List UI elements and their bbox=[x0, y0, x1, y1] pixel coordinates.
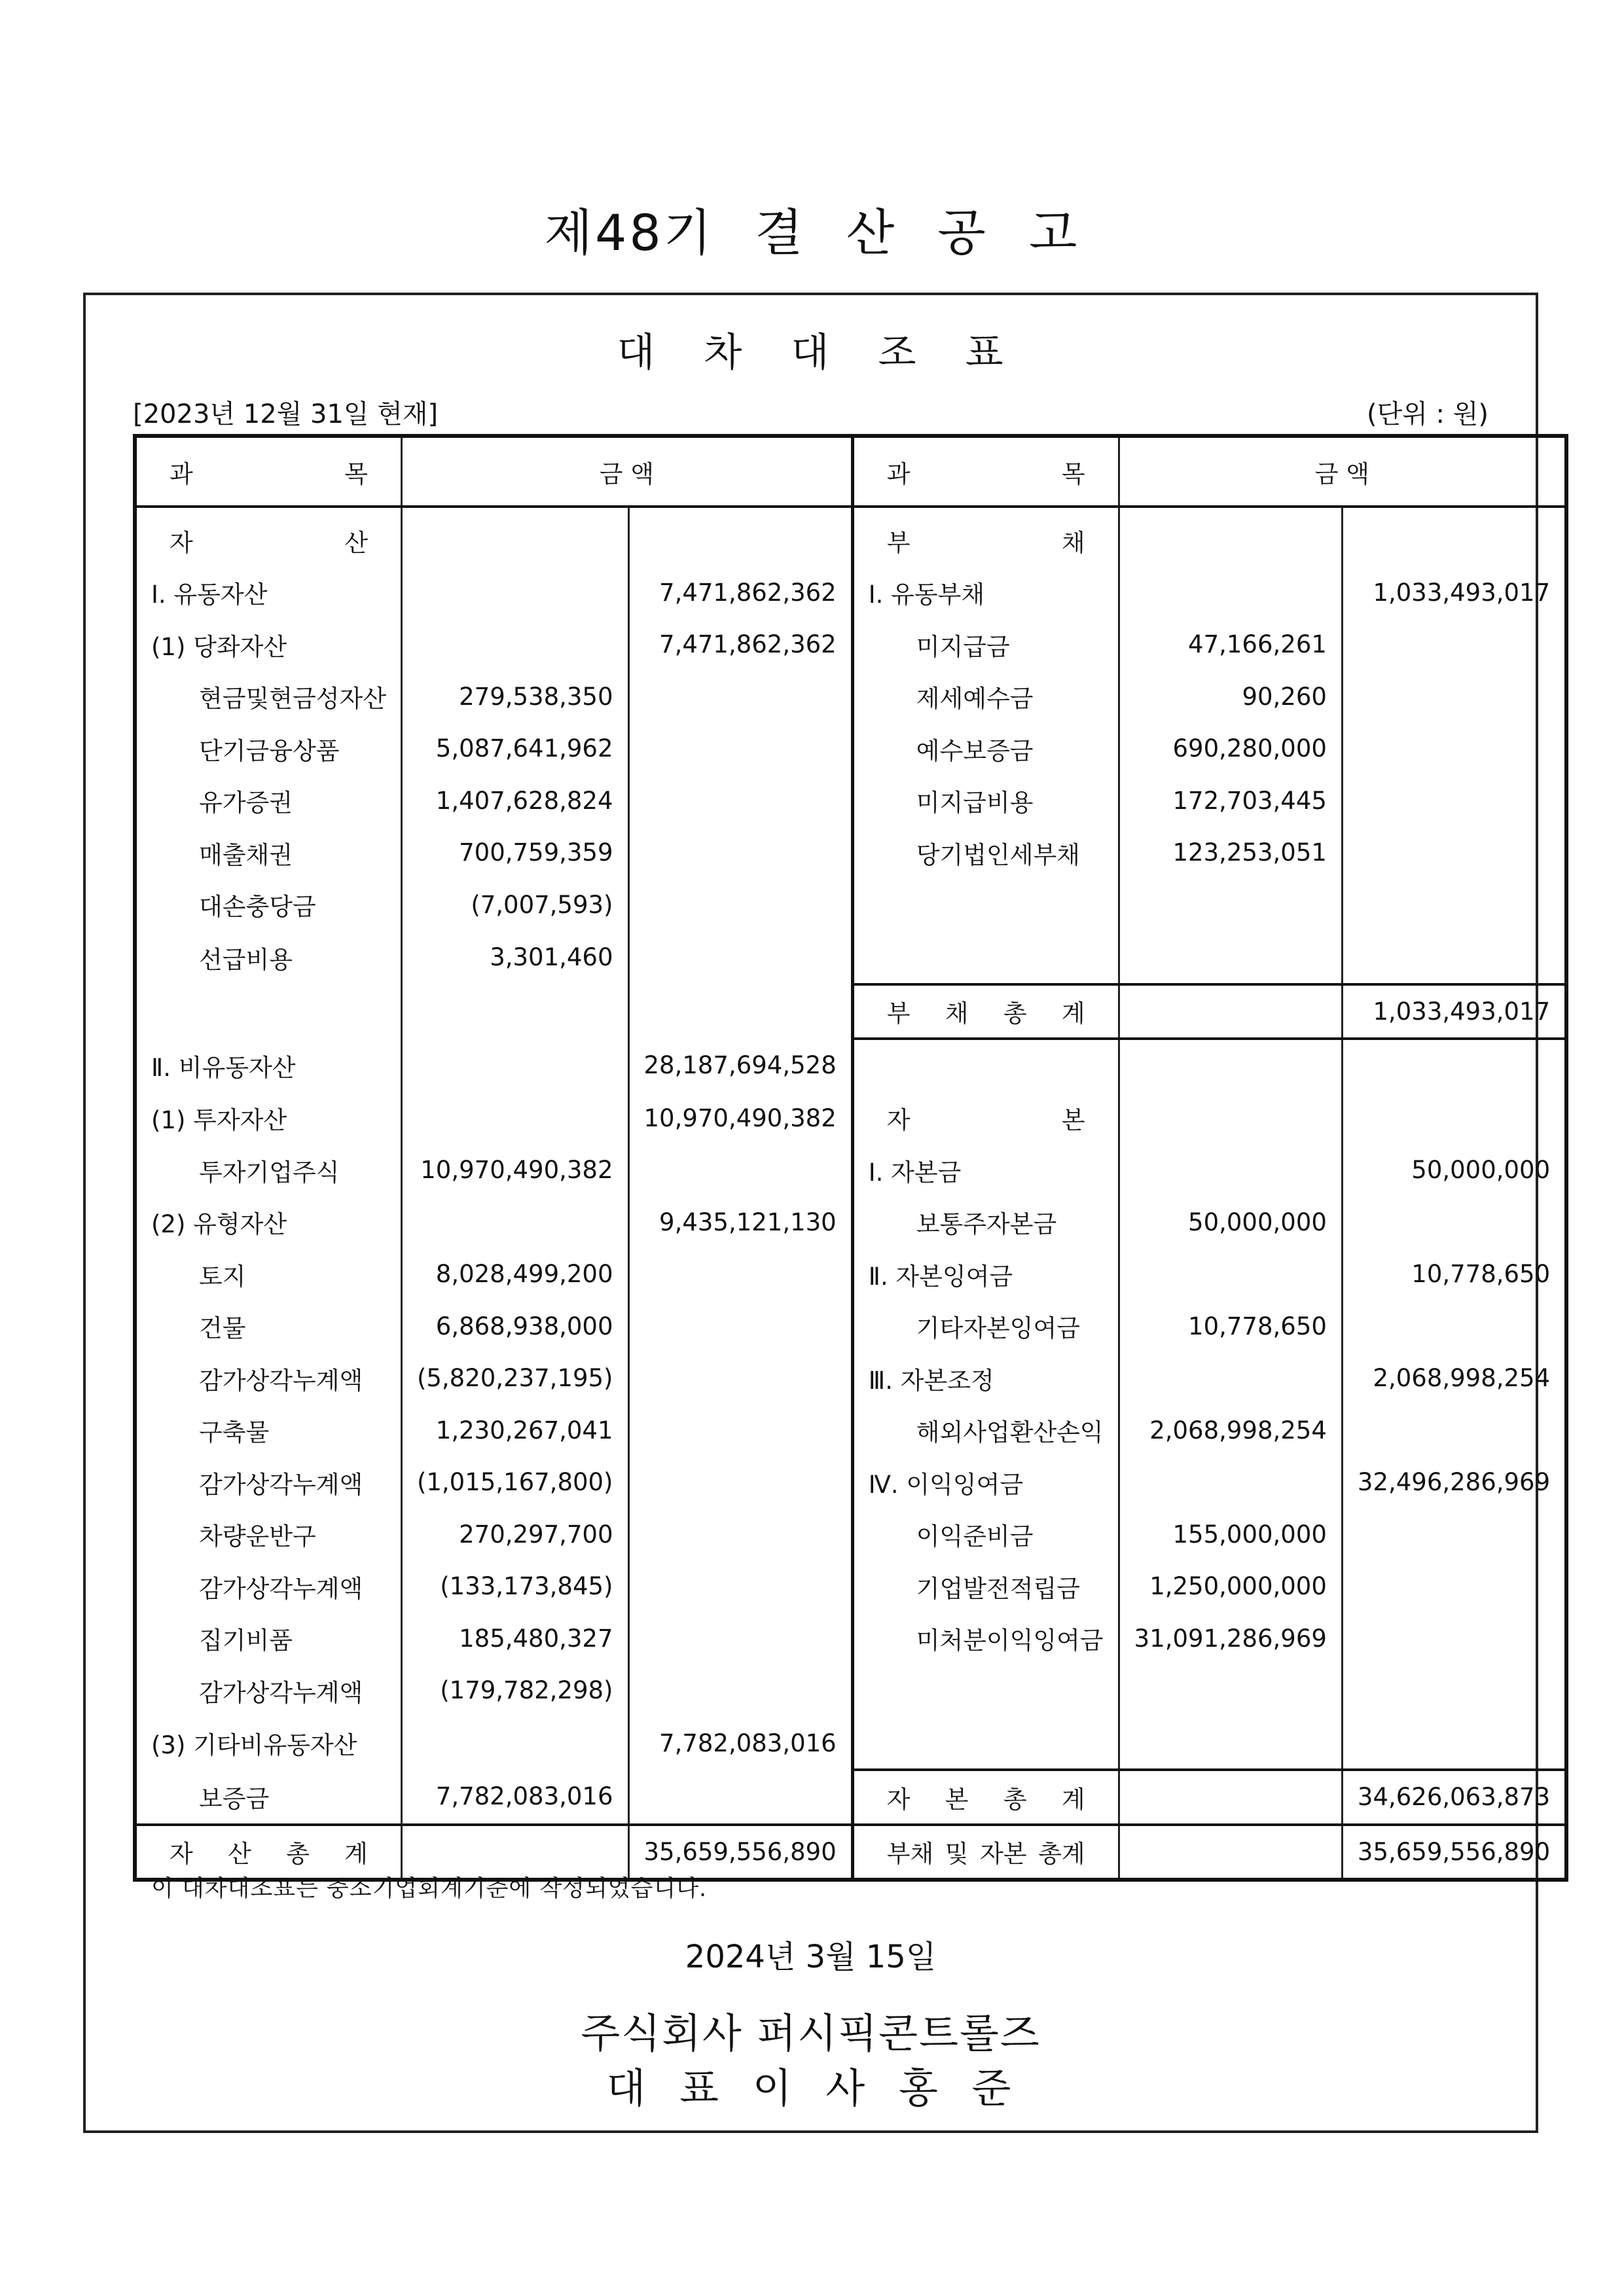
left-detail-amount bbox=[401, 567, 628, 619]
right-detail-amount bbox=[1119, 567, 1342, 619]
left-subtotal-amount bbox=[628, 723, 852, 775]
left-subtotal-amount bbox=[628, 775, 852, 827]
right-item: 기업발전적립금 bbox=[852, 1560, 1119, 1613]
left-subtotal-amount: 28,187,694,528 bbox=[628, 1039, 852, 1092]
left-item: 매출채권 bbox=[135, 827, 401, 879]
left-item: 토지 bbox=[135, 1248, 401, 1300]
table-row bbox=[135, 1770, 1566, 1825]
left-detail-amount bbox=[401, 514, 628, 567]
left-subtotal-amount bbox=[628, 671, 852, 723]
right-subtotal-amount bbox=[1342, 1405, 1566, 1457]
left-item: (2) 유형자산 bbox=[135, 1196, 401, 1249]
right-detail-amount: 31,091,286,969 bbox=[1119, 1613, 1342, 1665]
left-subtotal-amount: 7,471,862,362 bbox=[628, 567, 852, 619]
left-detail-amount: 3,301,460 bbox=[401, 931, 628, 984]
left-subtotal-amount bbox=[628, 1352, 852, 1405]
right-item: 해외사업환산손익 bbox=[852, 1405, 1119, 1457]
left-item: 유가증권 bbox=[135, 775, 401, 827]
left-subtotal-amount bbox=[628, 1300, 852, 1353]
left-detail-amount bbox=[401, 1092, 628, 1145]
left-subtotal-amount bbox=[628, 1560, 852, 1613]
right-detail-amount bbox=[1119, 1248, 1342, 1300]
right-item: 자 본 총 계 bbox=[852, 1770, 1119, 1825]
right-item: 부 채 총 계 bbox=[852, 984, 1119, 1039]
table-row bbox=[135, 671, 1566, 723]
right-item: Ⅰ. 유동부채 bbox=[852, 567, 1119, 619]
right-item bbox=[852, 1039, 1119, 1092]
right-subtotal-amount: 1,033,493,017 bbox=[1342, 984, 1566, 1039]
left-item bbox=[135, 984, 401, 1039]
left-detail-amount: 1,407,628,824 bbox=[401, 775, 628, 827]
right-subtotal-amount bbox=[1342, 1196, 1566, 1249]
header-item-left: 과 목 bbox=[135, 436, 401, 507]
left-item: (3) 기타비유동자산 bbox=[135, 1717, 401, 1770]
left-item: 투자기업주식 bbox=[135, 1144, 401, 1196]
right-item: 당기법인세부채 bbox=[852, 827, 1119, 879]
right-subtotal-amount bbox=[1342, 1664, 1566, 1717]
table-row bbox=[135, 1144, 1566, 1196]
right-subtotal-amount bbox=[1342, 1560, 1566, 1613]
right-subtotal-amount bbox=[1342, 879, 1566, 931]
table-row bbox=[135, 931, 1566, 984]
left-subtotal-amount bbox=[628, 1144, 852, 1196]
left-subtotal-amount: 7,782,083,016 bbox=[628, 1717, 852, 1770]
left-detail-amount: 1,230,267,041 bbox=[401, 1405, 628, 1457]
left-detail-amount bbox=[401, 1196, 628, 1249]
total-liabilities-equity-label: 부채 및 자본 총계 bbox=[852, 1825, 1119, 1880]
table-row bbox=[135, 827, 1566, 879]
right-subtotal-amount: 1,033,493,017 bbox=[1373, 578, 1551, 607]
left-item: 선급비용 bbox=[135, 931, 401, 984]
right-item bbox=[852, 1717, 1119, 1770]
total-liabilities-equity-amount: 35,659,556,890 bbox=[1342, 1825, 1566, 1880]
left-item: 감가상각누계액 bbox=[135, 1352, 401, 1405]
left-item: 자 산 bbox=[135, 514, 401, 567]
right-detail-amount: 690,280,000 bbox=[1119, 723, 1342, 775]
right-item: 자 본 bbox=[852, 1092, 1119, 1145]
table-row bbox=[135, 879, 1566, 931]
right-subtotal-amount bbox=[1342, 775, 1566, 827]
right-subtotal-amount bbox=[1342, 514, 1566, 567]
right-subtotal-amount: 32,496,286,969 bbox=[1357, 1468, 1551, 1497]
right-subtotal-amount bbox=[1342, 827, 1566, 879]
balance-sheet-table bbox=[133, 434, 1568, 1882]
left-item: 대손충당금 bbox=[135, 879, 401, 931]
right-detail-amount bbox=[1119, 1092, 1342, 1145]
left-detail-amount: (7,007,593) bbox=[401, 879, 628, 931]
right-subtotal-amount bbox=[1342, 671, 1566, 723]
table-row bbox=[135, 1300, 1566, 1353]
left-item: 단기금융상품 bbox=[135, 723, 401, 775]
right-item: 기타자본잉여금 bbox=[852, 1300, 1119, 1353]
left-item: 현금및현금성자산 bbox=[135, 671, 401, 723]
table-row bbox=[135, 1248, 1566, 1300]
right-item: 보통주자본금 bbox=[852, 1196, 1119, 1249]
table-row bbox=[135, 1039, 1566, 1092]
right-item: 제세예수금 bbox=[852, 671, 1119, 723]
left-detail-amount: 700,759,359 bbox=[401, 827, 628, 879]
left-subtotal-amount bbox=[628, 514, 852, 567]
total-liabilities-equity-empty bbox=[1119, 1825, 1342, 1880]
table-row bbox=[135, 775, 1566, 827]
right-detail-amount bbox=[1119, 1770, 1342, 1825]
right-detail-amount: 47,166,261 bbox=[1119, 619, 1342, 671]
right-detail-amount: 50,000,000 bbox=[1119, 1196, 1342, 1249]
left-item: 구축물 bbox=[135, 1405, 401, 1457]
left-detail-amount: (179,782,298) bbox=[401, 1664, 628, 1717]
left-item: Ⅰ. 유동자산 bbox=[135, 567, 401, 619]
left-detail-amount: 185,480,327 bbox=[401, 1613, 628, 1665]
left-item: 차량운반구 bbox=[135, 1509, 401, 1561]
right-subtotal-amount bbox=[1342, 619, 1566, 671]
right-detail-amount: 1,250,000,000 bbox=[1119, 1560, 1342, 1613]
left-subtotal-amount bbox=[628, 1509, 852, 1561]
left-subtotal-amount: 9,435,121,130 bbox=[628, 1196, 852, 1249]
left-item: Ⅱ. 비유동자산 bbox=[135, 1039, 401, 1092]
announcement-title: 제48기 결 산 공 고 bbox=[544, 204, 1080, 262]
left-item: (1) 당좌자산 bbox=[135, 619, 401, 671]
left-detail-amount: 6,868,938,000 bbox=[401, 1300, 628, 1353]
right-subtotal-amount bbox=[1342, 1717, 1566, 1770]
total-assets-amount: 35,659,556,890 bbox=[628, 1825, 852, 1880]
left-subtotal-amount bbox=[628, 879, 852, 931]
table-header-row bbox=[135, 436, 1566, 507]
right-detail-amount bbox=[1119, 1456, 1342, 1509]
table-row bbox=[135, 514, 1566, 567]
accounting-note: 이 대차대조표는 중소기업회계기준에 작성되었습니다. bbox=[151, 1876, 708, 1902]
table-row bbox=[135, 723, 1566, 775]
right-detail-amount bbox=[1119, 879, 1342, 931]
left-subtotal-amount bbox=[628, 1456, 852, 1509]
right-detail-amount bbox=[1119, 984, 1342, 1039]
right-detail-amount: 155,000,000 bbox=[1119, 1509, 1342, 1561]
left-subtotal-amount bbox=[628, 1664, 852, 1717]
table-row bbox=[135, 567, 1566, 619]
header-spacer bbox=[135, 507, 1566, 514]
right-item bbox=[852, 1664, 1119, 1717]
right-subtotal-amount bbox=[1342, 1092, 1566, 1145]
left-item: 감가상각누계액 bbox=[135, 1664, 401, 1717]
table-row bbox=[135, 984, 1566, 1039]
right-item: 미처분이익잉여금 bbox=[852, 1613, 1119, 1665]
table-row bbox=[135, 1196, 1566, 1249]
publish-date: 2024년 3월 15일 bbox=[685, 1939, 937, 1975]
left-detail-amount bbox=[401, 1717, 628, 1770]
right-item: 미지급비용 bbox=[852, 775, 1119, 827]
right-detail-amount bbox=[1119, 1039, 1342, 1092]
left-detail-amount: 7,782,083,016 bbox=[401, 1770, 628, 1825]
as-of-date: [2023년 12월 31일 현재] bbox=[133, 399, 439, 429]
right-detail-amount: 2,068,998,254 bbox=[1119, 1405, 1342, 1457]
left-subtotal-amount bbox=[628, 1770, 852, 1825]
right-subtotal-amount bbox=[1342, 1613, 1566, 1665]
right-subtotal-amount bbox=[1342, 1300, 1566, 1353]
right-detail-amount bbox=[1119, 1352, 1342, 1405]
unit-label: (단위 : 원) bbox=[1366, 399, 1489, 429]
table-row bbox=[135, 1560, 1566, 1613]
header-item-right: 과 목 bbox=[852, 436, 1119, 507]
ceo-name: 대 표 이 사 홍 준 bbox=[606, 2064, 1015, 2112]
right-subtotal-amount bbox=[1342, 1509, 1566, 1561]
table-row bbox=[135, 1456, 1566, 1509]
right-subtotal-amount: 2,068,998,254 bbox=[1373, 1364, 1551, 1393]
right-item: Ⅲ. 자본조정 bbox=[852, 1352, 1119, 1405]
left-detail-amount bbox=[401, 1039, 628, 1092]
left-detail-amount bbox=[401, 984, 628, 1039]
left-item: 감가상각누계액 bbox=[135, 1560, 401, 1613]
right-item: Ⅰ. 자본금 bbox=[852, 1144, 1119, 1196]
table-row bbox=[135, 1509, 1566, 1561]
right-item: Ⅳ. 이익잉여금 bbox=[852, 1456, 1119, 1509]
right-detail-amount bbox=[1119, 1144, 1342, 1196]
left-subtotal-amount bbox=[628, 984, 852, 1039]
right-item: 부 채 bbox=[852, 514, 1119, 567]
right-subtotal-amount bbox=[1342, 1039, 1566, 1092]
table-row bbox=[135, 619, 1566, 671]
right-detail-amount bbox=[1119, 1664, 1342, 1717]
company-name: 주식회사 퍼시픽콘트롤즈 bbox=[581, 2009, 1041, 2057]
left-subtotal-amount bbox=[628, 827, 852, 879]
left-detail-amount: 5,087,641,962 bbox=[401, 723, 628, 775]
right-subtotal-amount: 50,000,000 bbox=[1411, 1156, 1551, 1185]
table-row bbox=[135, 1613, 1566, 1665]
left-detail-amount: 270,297,700 bbox=[401, 1509, 628, 1561]
table-row bbox=[135, 1092, 1566, 1145]
right-detail-amount: 123,253,051 bbox=[1119, 827, 1342, 879]
left-subtotal-amount: 10,970,490,382 bbox=[628, 1092, 852, 1145]
document-subtitle: 대 차 대 조 표 bbox=[617, 330, 1005, 376]
table-row bbox=[135, 1405, 1566, 1457]
right-subtotal-amount: 34,626,063,873 bbox=[1342, 1770, 1566, 1825]
left-detail-amount: 8,028,499,200 bbox=[401, 1248, 628, 1300]
left-detail-amount: (133,173,845) bbox=[401, 1560, 628, 1613]
left-item: 보증금 bbox=[135, 1770, 401, 1825]
right-detail-amount bbox=[1119, 1717, 1342, 1770]
table-row bbox=[135, 1717, 1566, 1770]
left-detail-amount: (5,820,237,195) bbox=[401, 1352, 628, 1405]
right-item: Ⅱ. 자본잉여금 bbox=[852, 1248, 1119, 1300]
right-detail-amount: 10,778,650 bbox=[1119, 1300, 1342, 1353]
balance-sheet-frame bbox=[83, 293, 1551, 2133]
right-item bbox=[852, 931, 1119, 984]
table-row bbox=[135, 1664, 1566, 1717]
right-detail-amount bbox=[1119, 931, 1342, 984]
left-item: 건물 bbox=[135, 1300, 401, 1353]
right-detail-amount: 172,703,445 bbox=[1119, 775, 1342, 827]
right-detail-amount bbox=[1119, 514, 1342, 567]
right-item: 미지급금 bbox=[852, 619, 1119, 671]
right-detail-amount: 90,260 bbox=[1119, 671, 1342, 723]
left-subtotal-amount: 7,471,862,362 bbox=[628, 619, 852, 671]
left-subtotal-amount bbox=[628, 1613, 852, 1665]
right-item: 예수보증금 bbox=[852, 723, 1119, 775]
left-subtotal-amount bbox=[628, 1248, 852, 1300]
left-detail-amount: (1,015,167,800) bbox=[401, 1456, 628, 1509]
right-subtotal-amount bbox=[1342, 723, 1566, 775]
header-amount-left: 금 액 bbox=[401, 436, 852, 507]
right-item bbox=[852, 879, 1119, 931]
right-subtotal-amount bbox=[1342, 931, 1566, 984]
table-row bbox=[135, 1352, 1566, 1405]
left-subtotal-amount bbox=[628, 1405, 852, 1457]
left-item: (1) 투자자산 bbox=[135, 1092, 401, 1145]
right-subtotal-amount: 10,778,650 bbox=[1411, 1260, 1551, 1289]
right-item: 이익준비금 bbox=[852, 1509, 1119, 1561]
total-assets-label: 자 산 총 계 bbox=[135, 1825, 401, 1880]
left-detail-amount: 279,538,350 bbox=[401, 671, 628, 723]
header-amount-right: 금 액 bbox=[1119, 436, 1566, 507]
left-detail-amount bbox=[401, 619, 628, 671]
left-item: 집기비품 bbox=[135, 1613, 401, 1665]
left-detail-amount: 10,970,490,382 bbox=[401, 1144, 628, 1196]
left-subtotal-amount bbox=[628, 931, 852, 984]
left-item: 감가상각누계액 bbox=[135, 1456, 401, 1509]
